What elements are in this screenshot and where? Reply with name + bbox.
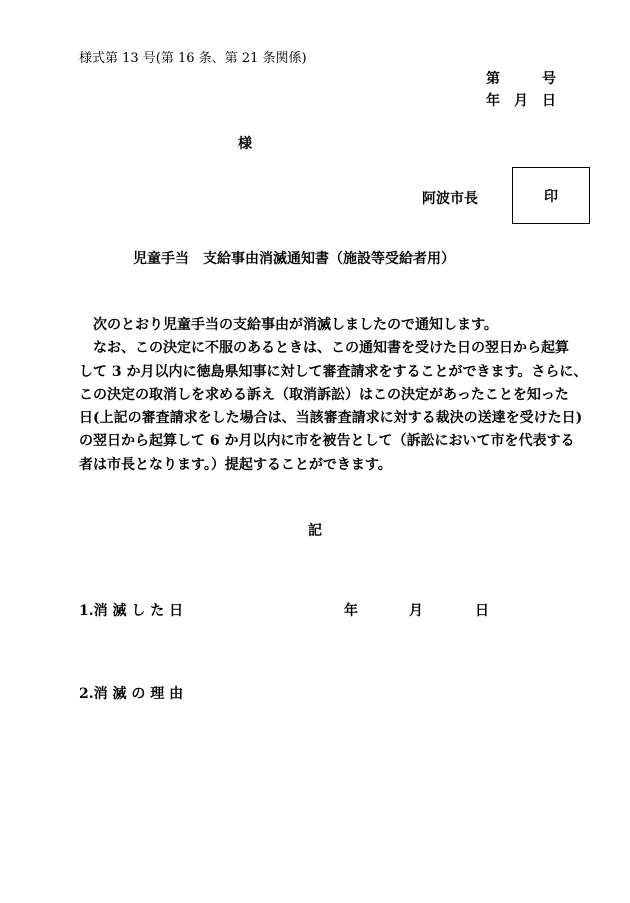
document-date: 年 月 日	[486, 93, 556, 109]
form-number: 様式第 13 号(第 16 条、第 21 条関係)	[79, 51, 307, 66]
body-line: なお、この決定に不服のあるときは、この通知書を受けた日の翌日から起算	[79, 340, 569, 357]
body-line: 次のとおり児童手当の支給事由が消滅しましたので通知します。	[79, 317, 498, 333]
seal-box	[512, 167, 590, 224]
body-line: 日(上記の審査請求をした場合は、当該審査請求に対する裁決の送達を受けた日)	[79, 410, 583, 427]
body-line: の翌日から起算して 6 か月以内に市を被告として（訴訟において市を代表する	[79, 433, 575, 450]
body-line: 者は市長となります。）提起することができます。	[79, 456, 392, 473]
seal-label: 印	[544, 188, 558, 205]
body-line: この決定の取消しを求める訴え（取消訴訟）はこの決定があったことを知った	[79, 386, 569, 403]
issuer-title: 阿波市長	[422, 191, 478, 207]
ki-heading: 記	[308, 523, 322, 539]
extinction-date-month: 月	[409, 603, 423, 619]
extinction-date-year: 年	[344, 603, 358, 619]
document-title: 児童手当 支給事由消滅通知書（施設等受給者用）	[133, 251, 455, 267]
addressee-suffix: 様	[238, 136, 252, 152]
extinction-date-label: 1.消 滅 し た 日	[79, 603, 184, 619]
extinction-reason-label: 2.消 滅 の 理 由	[79, 686, 184, 702]
body-line: して 3 か月以内に徳島県知事に対して審査請求をすることができます。さらに、	[79, 363, 588, 380]
document-number: 第 号	[486, 71, 556, 87]
body-text	[79, 314, 588, 477]
extinction-date-day: 日	[475, 603, 489, 619]
